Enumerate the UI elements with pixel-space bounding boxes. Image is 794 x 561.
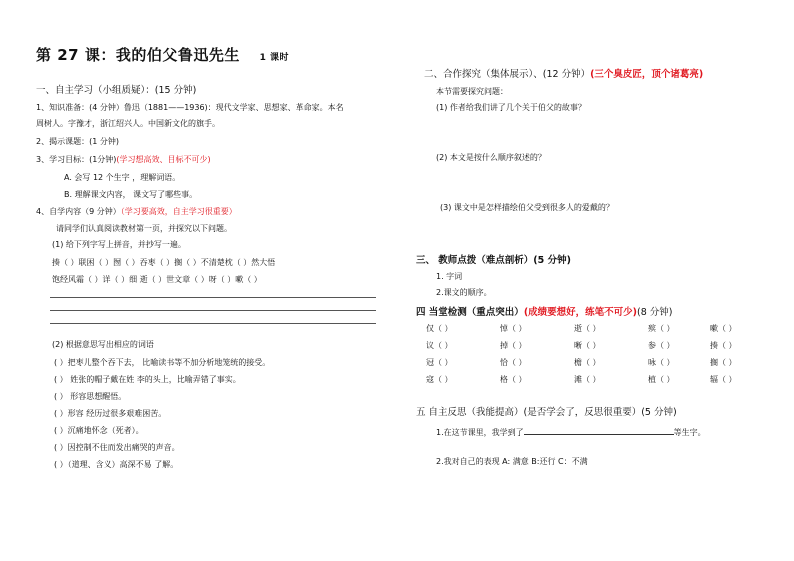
- section4-time: (8 分钟): [637, 307, 673, 318]
- test-cell: 搁（ ）: [710, 358, 737, 367]
- test-cell: 嗽（ ）: [710, 324, 737, 333]
- definition-item: ( ） 形容思想醒悟。: [54, 392, 127, 401]
- definition-item: ( ）因控制不住而发出痛哭的声音。: [54, 443, 180, 452]
- pinyin-question: (1) 给下列字写上拼音，并抄写一遍。: [52, 240, 186, 249]
- learning-goals: [36, 154, 211, 165]
- test-cell: 格（ ）: [500, 375, 527, 384]
- test-cell: 殡（ ）: [648, 324, 675, 333]
- test-cell: 议（ ）: [426, 341, 453, 350]
- inquiry-question-2: (2) 本文是按什么顺序叙述的？: [436, 153, 546, 162]
- section4-heading: [416, 304, 672, 318]
- lesson-title: [36, 44, 289, 65]
- goal-b: B. 理解课文内容， 课文写了哪些事。: [64, 190, 198, 199]
- definition-item: ( ）沉痛地怀念（死者）。: [54, 426, 144, 435]
- test-cell: 逝（ ）: [574, 324, 601, 333]
- pinyin-row-1: 揍（ ）联困（ ）囫（ ）吞枣（ ）搁（ ）不清楚枕（ ）然大悟: [52, 258, 276, 267]
- reflection-learned-label: 1.在这节课里，我学到了: [436, 428, 524, 437]
- inquiry-question-1: (1) 作者给我们讲了几个关于伯父的故事？: [436, 103, 586, 112]
- definition-item: ( ）（道理、含义）高深不易 了解。: [54, 460, 179, 469]
- test-cell: 冠（ ）: [426, 358, 453, 367]
- writing-line: [50, 323, 376, 324]
- section5-heading: 五 自主反思（我能提高）(是否学会了，反思很重要）(5 分钟): [416, 407, 677, 418]
- definitions-question: (2) 根据意思写出相应的词语: [52, 340, 154, 349]
- section1-heading: 一、自主学习（小组质疑）：(15 分钟): [36, 85, 197, 96]
- section3-item-1: 1. 字词: [436, 272, 463, 281]
- test-cell: 仅（ ）: [426, 324, 453, 333]
- section2-heading: [424, 66, 703, 80]
- self-study-label: 4、自学内容（9 分钟）: [36, 207, 121, 216]
- self-study-content: [36, 206, 237, 217]
- section3-heading: 三、 教师点拨（难点剖析）(5 分钟): [416, 255, 571, 266]
- reveal-topic: 2、揭示课题：(1 分钟): [36, 137, 119, 146]
- test-cell: 恰（ ）: [500, 358, 527, 367]
- reflection-learned-suffix: 等生字。: [673, 428, 706, 437]
- knowledge-prep-line1: 1、知识准备：(4 分钟）鲁迅（1881——1936)：现代文学家、思想家、革命家。本名: [36, 103, 344, 112]
- test-cell: 辐（ ）: [710, 375, 737, 384]
- test-cell: 滩（ ）: [574, 375, 601, 384]
- reflection-learned: [436, 425, 706, 438]
- section2-heading-text: 二、合作探究（集体展示）、(12 分钟）: [424, 69, 591, 80]
- pinyin-row-2: 饱经风霜（ ）详（ ）细 逝（ ）世文章（ ）呀（ ）嗽（ ）: [52, 275, 262, 284]
- definition-item: ( ）把枣儿整个吞下去， 比喻读书等不加分析地笼统的接受。: [54, 358, 271, 367]
- definition-item: ( ）形容 经历过很多艰难困苦。: [54, 409, 167, 418]
- self-study-motto: （学习要高效，自主学习很重要）: [120, 207, 237, 216]
- self-study-intro: 请同学们认真阅读教材第一页，并探究以下问题。: [56, 224, 232, 233]
- test-cell: 参（ ）: [648, 341, 675, 350]
- goal-a: A. 会写 12 个生字 ，理解词语。: [64, 173, 181, 182]
- learning-goals-label: 3、学习目标：(1分钟): [36, 155, 117, 164]
- test-cell: 咏（ ）: [648, 358, 675, 367]
- reflection-self-rating: 2.我对自己的表现 A: 满意 B:还行 C：不满: [436, 457, 588, 466]
- test-cell: 寇（ ）: [426, 375, 453, 384]
- inquiry-question-3: (3) 课文中是怎样描绘伯父受到很多人的爱戴的？: [440, 203, 614, 212]
- section2-motto: (三个臭皮匠，顶个诸葛亮): [590, 69, 704, 80]
- writing-line: [50, 297, 376, 298]
- definition-item: ( ） 姓张的帽子戴在姓 李的头上，比喻弄错了事实。: [54, 375, 241, 384]
- writing-line: [50, 310, 376, 311]
- section3-item-2: 2.课文的顺序。: [436, 288, 492, 297]
- inquiry-intro: 本节需要探究问题：: [436, 87, 508, 96]
- test-cell: 植（ ）: [648, 375, 675, 384]
- lesson-title-text: 第 27 课：我的伯父鲁迅先生: [36, 46, 240, 64]
- test-cell: 掉（ ）: [500, 341, 527, 350]
- knowledge-prep-line2: 周树人。字豫才，浙江绍兴人。中国新文化的旗手。: [36, 119, 220, 128]
- reflection-blank[interactable]: [524, 425, 674, 435]
- test-cell: 悼（ ）: [500, 324, 527, 333]
- test-cell: 晰（ ）: [574, 341, 601, 350]
- test-cell: 檐（ ）: [574, 358, 601, 367]
- test-cell: 揍（ ）: [710, 341, 737, 350]
- section4-motto: (成绩要想好，练笔不可少): [523, 307, 637, 318]
- learning-goals-motto: (学习想高效、目标不可少): [116, 155, 211, 164]
- lesson-period: 1 课时: [259, 53, 289, 63]
- section4-heading-text: 四 当堂检测（重点突出）: [416, 307, 524, 318]
